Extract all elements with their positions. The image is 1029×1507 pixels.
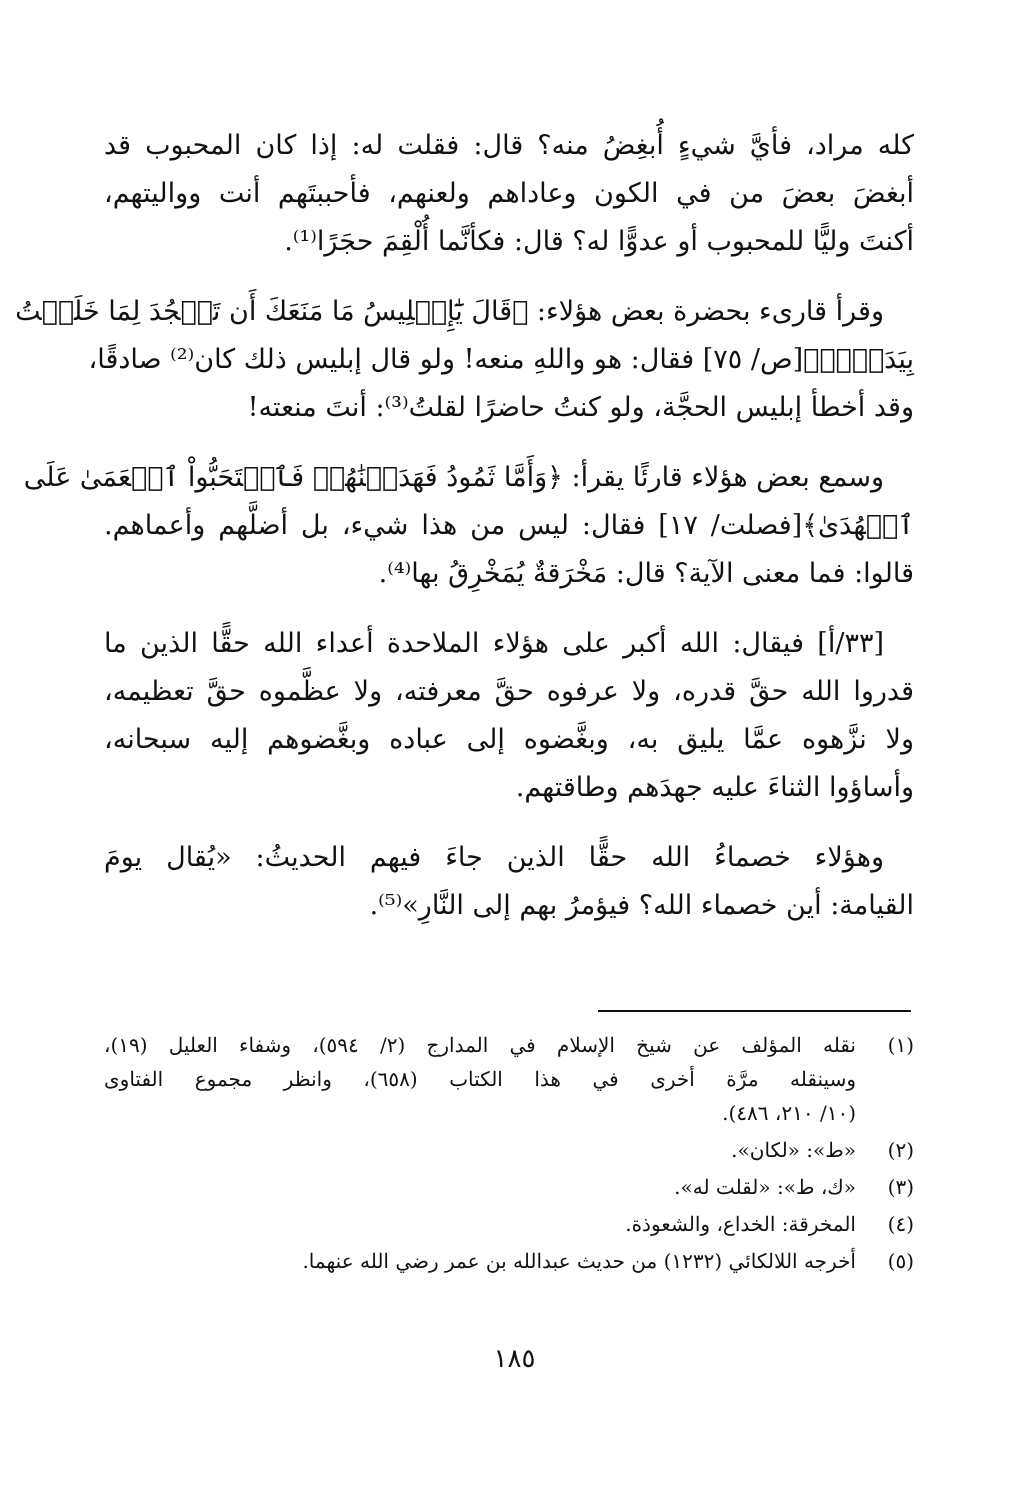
text-line: ٱلۡهُدَىٰ﴾[فصلت/ ١٧] فقال: ليس من هذا شيء، بل أضلَّهم وأعماهم. — [104, 510, 914, 541]
footnote-1 — [104, 1028, 914, 1130]
footnote-line: المخرقة: الخداع، والشعوذة. — [625, 1212, 856, 1236]
footnote-line: «ط»: «لكان». — [731, 1138, 856, 1162]
text-line: قدروا الله حقَّ قدره، ولا عرفوه حقَّ معرفته، ولا عظَّموه حقَّ تعظيمه، — [104, 676, 914, 707]
footnote-line: أخرجه اللالكائي (١٢٣٢) من حديث عبدالله بن عمر رضي الله عنهما. — [302, 1249, 856, 1273]
footnote-divider — [598, 1010, 911, 1012]
footnote-line: نقله المؤلف عن شيخ الإسلام في المدارج (٢/ ٥٩٤)، وشفاء العليل (١٩)، — [104, 1033, 856, 1057]
text-line: [٣٣/أ] فيقال: الله أكبر على هؤلاء الملاحدة أعداء الله حقًّا الذين ما — [104, 628, 884, 659]
footnote-2 — [104, 1133, 914, 1167]
footnote-number: (٢) — [887, 1138, 914, 1162]
paragraph-3 — [23, 454, 914, 598]
footnote-number: (٤) — [887, 1212, 914, 1236]
text-line: وقرأ قارىء بحضرة بعض هؤلاء: ﴿قَالَ يَٰٓإِبۡلِيسُ مَا مَنَعَكَ أَن تَسۡجُدَ لِمَا خَلَقۡتُ — [15, 296, 884, 327]
footnote-text — [104, 1207, 856, 1241]
text-line: القيامة: أين خصماء الله؟ فيؤمرُ بهم إلى النَّارِ»⁽⁵⁾. — [369, 890, 914, 921]
footnote-3 — [104, 1170, 914, 1204]
footnote-number: (١) — [887, 1033, 914, 1057]
text-line: وهؤلاء خصماءُ الله حقًّا الذين جاءَ فيهم الحديثُ: «يُقال يومَ — [104, 842, 884, 873]
paragraph-1 — [104, 122, 914, 266]
footnote-5 — [104, 1244, 914, 1278]
footnotes — [104, 1028, 914, 1281]
text-line: ولا نزَّهوه عمَّا يليق به، وبغَّضوه إلى عباده وبغَّضوهم إليه سبحانه، — [104, 724, 914, 755]
footnote-line: (١٠/ ٢١٠، ٤٨٦). — [722, 1101, 856, 1125]
footnote-text — [104, 1244, 856, 1278]
paragraph-4 — [104, 620, 914, 812]
footnote-number: (٣) — [887, 1175, 914, 1199]
main-text — [15, 122, 914, 952]
footnote-line: «ك، ط»: «لقلت له». — [674, 1175, 856, 1199]
text-line: بِيَدَيَّۖ﴾[ص/ ٧٥] فقال: هو واللهِ منعه! ولو قال إبليس ذلك كان⁽²⁾ صادقًا، — [88, 344, 914, 375]
footnote-text — [104, 1170, 856, 1204]
text-line: قالوا: فما معنى الآية؟ قال: مَخْرَقةٌ يُمَخْرِقُ بها⁽⁴⁾. — [378, 558, 914, 589]
text-line: وقد أخطأ إبليس الحجَّة، ولو كنتُ حاضرًا لقلتُ⁽³⁾: أنتَ منعته! — [247, 392, 914, 423]
page-number: ١٨٥ — [493, 1344, 536, 1374]
text-line: أكنتَ وليًّا للمحبوب أو عدوًّا له؟ قال: فكأنَّما أُلْقِمَ حجَرًا⁽¹⁾. — [284, 226, 914, 257]
footnote-line: وسينقله مرَّة أخرى في هذا الكتاب (٦٥٨)، وانظر مجموع الفتاوى — [104, 1067, 856, 1091]
text-line: وسمع بعض هؤلاء قارئًا يقرأ: ﴿وَأَمَّا ثَمُودُ فَهَدَيۡنَٰهُمۡ فَٱسۡتَحَبُّواْ ٱلۡعَمَىٰ عَلَى — [23, 462, 884, 493]
text-line: وأساؤوا الثناءَ عليه جهدَهم وطاقتهم. — [515, 772, 914, 803]
text-line: أبغضَ بعضَ من في الكون وعاداهم ولعنهم، فأحببتَهم أنت وواليتهم، — [104, 178, 914, 209]
footnote-text — [104, 1028, 856, 1130]
footnote-text — [104, 1133, 856, 1167]
paragraph-5 — [104, 834, 914, 930]
footnote-number: (٥) — [887, 1249, 914, 1273]
paragraph-2 — [15, 288, 914, 432]
footnote-4 — [104, 1207, 914, 1241]
text-line: كله مراد، فأيَّ شيءٍ أُبغِضُ منه؟ قال: فقلت له: إذا كان المحبوب قد — [104, 130, 914, 161]
